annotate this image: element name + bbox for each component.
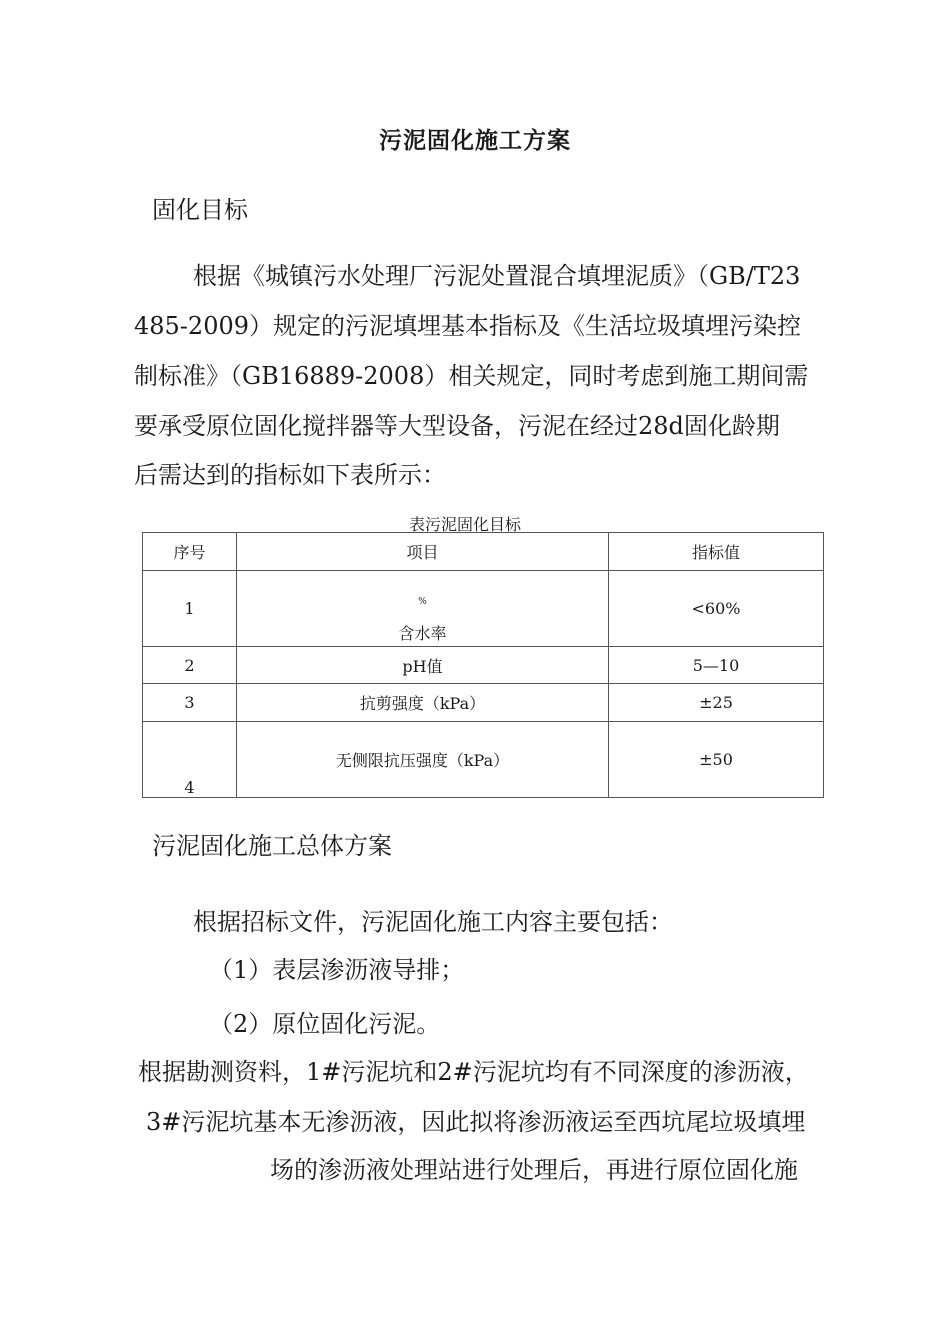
list-item: （1）表层渗沥液导排； — [209, 956, 465, 984]
paragraph-line: 要承受原位固化搅拌器等大型设备，污泥在经过28d固化龄期 — [134, 412, 780, 440]
row-item: 无侧限抗压强度（kPa） — [237, 722, 609, 798]
table-row — [143, 722, 824, 798]
paragraph-line: 3#污泥坑基本无渗沥液，因此拟将渗沥液运至西坑尾垃圾填埋 — [146, 1108, 806, 1136]
section-heading-solidification-target: 固化目标 — [152, 196, 248, 224]
column-header-item: 项目 — [237, 533, 609, 571]
table-row — [143, 571, 824, 647]
row-item-cell — [237, 571, 609, 647]
row-value: ±50 — [609, 722, 824, 798]
row-index: 2 — [143, 647, 237, 684]
paragraph-line: 根据《城镇污水处理厂污泥处置混合填埋泥质》（GB/T23 — [193, 262, 801, 290]
document-title: 污泥固化施工方案 — [379, 127, 571, 154]
list-item: （2）原位固化污泥。 — [209, 1010, 441, 1038]
table-header-row — [143, 533, 824, 571]
paragraph-line: 根据勘测资料，1#污泥坑和2#污泥坑均有不同深度的渗沥液， — [138, 1058, 809, 1086]
solidification-target-table — [142, 532, 824, 798]
section-heading-overall-plan: 污泥固化施工总体方案 — [152, 832, 392, 860]
row-item: pH值 — [237, 647, 609, 684]
percent-mark: % — [418, 597, 427, 607]
column-header-index: 序号 — [143, 533, 237, 571]
row-value: 5—10 — [609, 647, 824, 684]
paragraph-line: 后需达到的指标如下表所示： — [134, 461, 446, 489]
column-header-value: 指标值 — [609, 533, 824, 571]
row-item: 抗剪强度（kPa） — [237, 684, 609, 722]
row-index: 3 — [143, 684, 237, 722]
table-row — [143, 684, 824, 722]
row-item: 含水率 — [398, 624, 447, 643]
scope-paragraph: 根据招标文件，污泥固化施工内容主要包括： — [193, 908, 673, 936]
paragraph-line: 场的渗沥液处理站进行处理后，再进行原位固化施 — [270, 1156, 798, 1184]
table-row — [143, 647, 824, 684]
row-value: ±25 — [609, 684, 824, 722]
table-caption: 表污泥固化目标 — [408, 515, 521, 534]
row-value: <60% — [609, 571, 824, 647]
row-index-cell — [143, 722, 237, 798]
row-index: 1 — [143, 571, 237, 647]
paragraph-line: 485-2009）规定的污泥填埋基本指标及《生活垃圾填埋污染控 — [134, 312, 801, 340]
paragraph-line: 制标准》（GB16889-2008）相关规定，同时考虑到施工期间需 — [134, 362, 809, 390]
row-index: 4 — [184, 778, 195, 797]
